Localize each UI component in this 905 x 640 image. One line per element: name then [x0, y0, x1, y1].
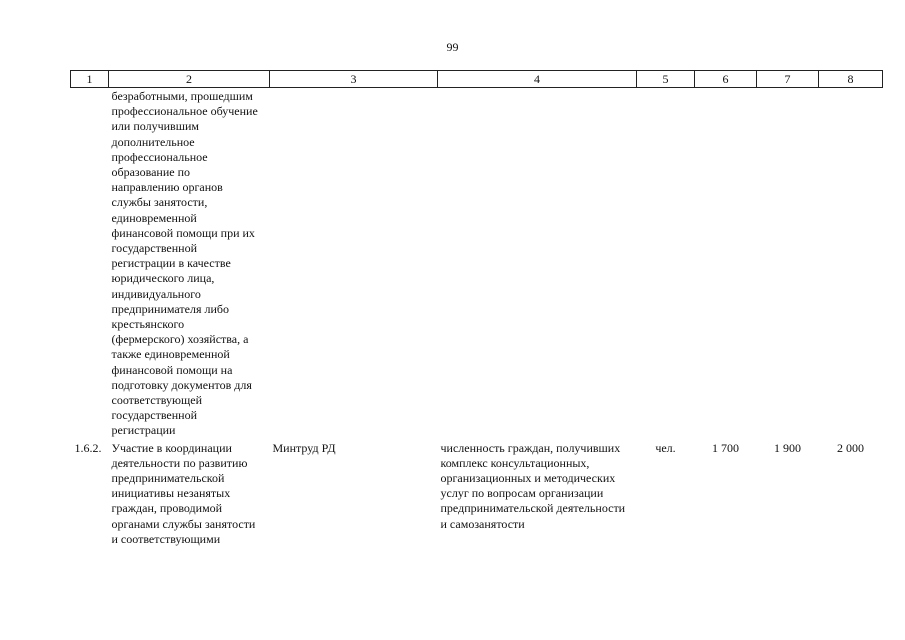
column-header-7: 7: [757, 71, 819, 88]
measure-name: [109, 440, 270, 548]
column-header-3: 3: [270, 71, 438, 88]
indicator: [438, 440, 637, 548]
measure-name: [109, 88, 270, 440]
page-number: 99: [446, 40, 459, 54]
value-year-2: 1 900: [774, 440, 801, 455]
unit: чел.: [655, 440, 676, 455]
column-header-1: 1: [71, 71, 109, 88]
indicator-text: численность граждан, получивших комплекс консультационных, организационных и методических услуг по вопросам организации предпринимательской деятельности и самозанятости: [440, 440, 626, 531]
value-year-2: [757, 88, 819, 440]
table-row: [71, 88, 883, 440]
column-number-header-row: [71, 71, 883, 88]
measure-name-text: безработными, прошедшим профессиональное обучение или получившим дополнительное профессиональное образование по направлению органов службы занятости, единовременной финансовой помощи при их государственной регистрации в качестве юридического лица, индивидуального предпринимателя либо крестьянского (фермерского) хозяйства, а также единовременной финансовой помощи на подготовку документов для соответствующей государственной регистрации: [111, 89, 258, 438]
row-number: [71, 88, 109, 440]
table-row: [71, 440, 883, 548]
column-header-6: 6: [695, 71, 757, 88]
program-table: [70, 70, 883, 548]
value-year-1: [695, 88, 757, 440]
executor: Минтруд РД: [272, 440, 336, 455]
column-header-5: 5: [637, 71, 695, 88]
indicator: [438, 88, 637, 440]
column-header-2: 2: [109, 71, 270, 88]
row-number: 1.6.2.: [74, 440, 102, 455]
value-year-1: 1 700: [712, 440, 739, 455]
measure-name-text: Участие в координации деятельности по развитию предпринимательской инициативы незанятых граждан, проводимой органами службы занятости и соответствующими: [111, 440, 256, 546]
unit: [637, 88, 695, 440]
value-year-3: [819, 88, 883, 440]
column-header-4: 4: [438, 71, 637, 88]
column-header-8: 8: [819, 71, 883, 88]
value-year-3: 2 000: [837, 440, 864, 455]
executor: [270, 88, 438, 440]
